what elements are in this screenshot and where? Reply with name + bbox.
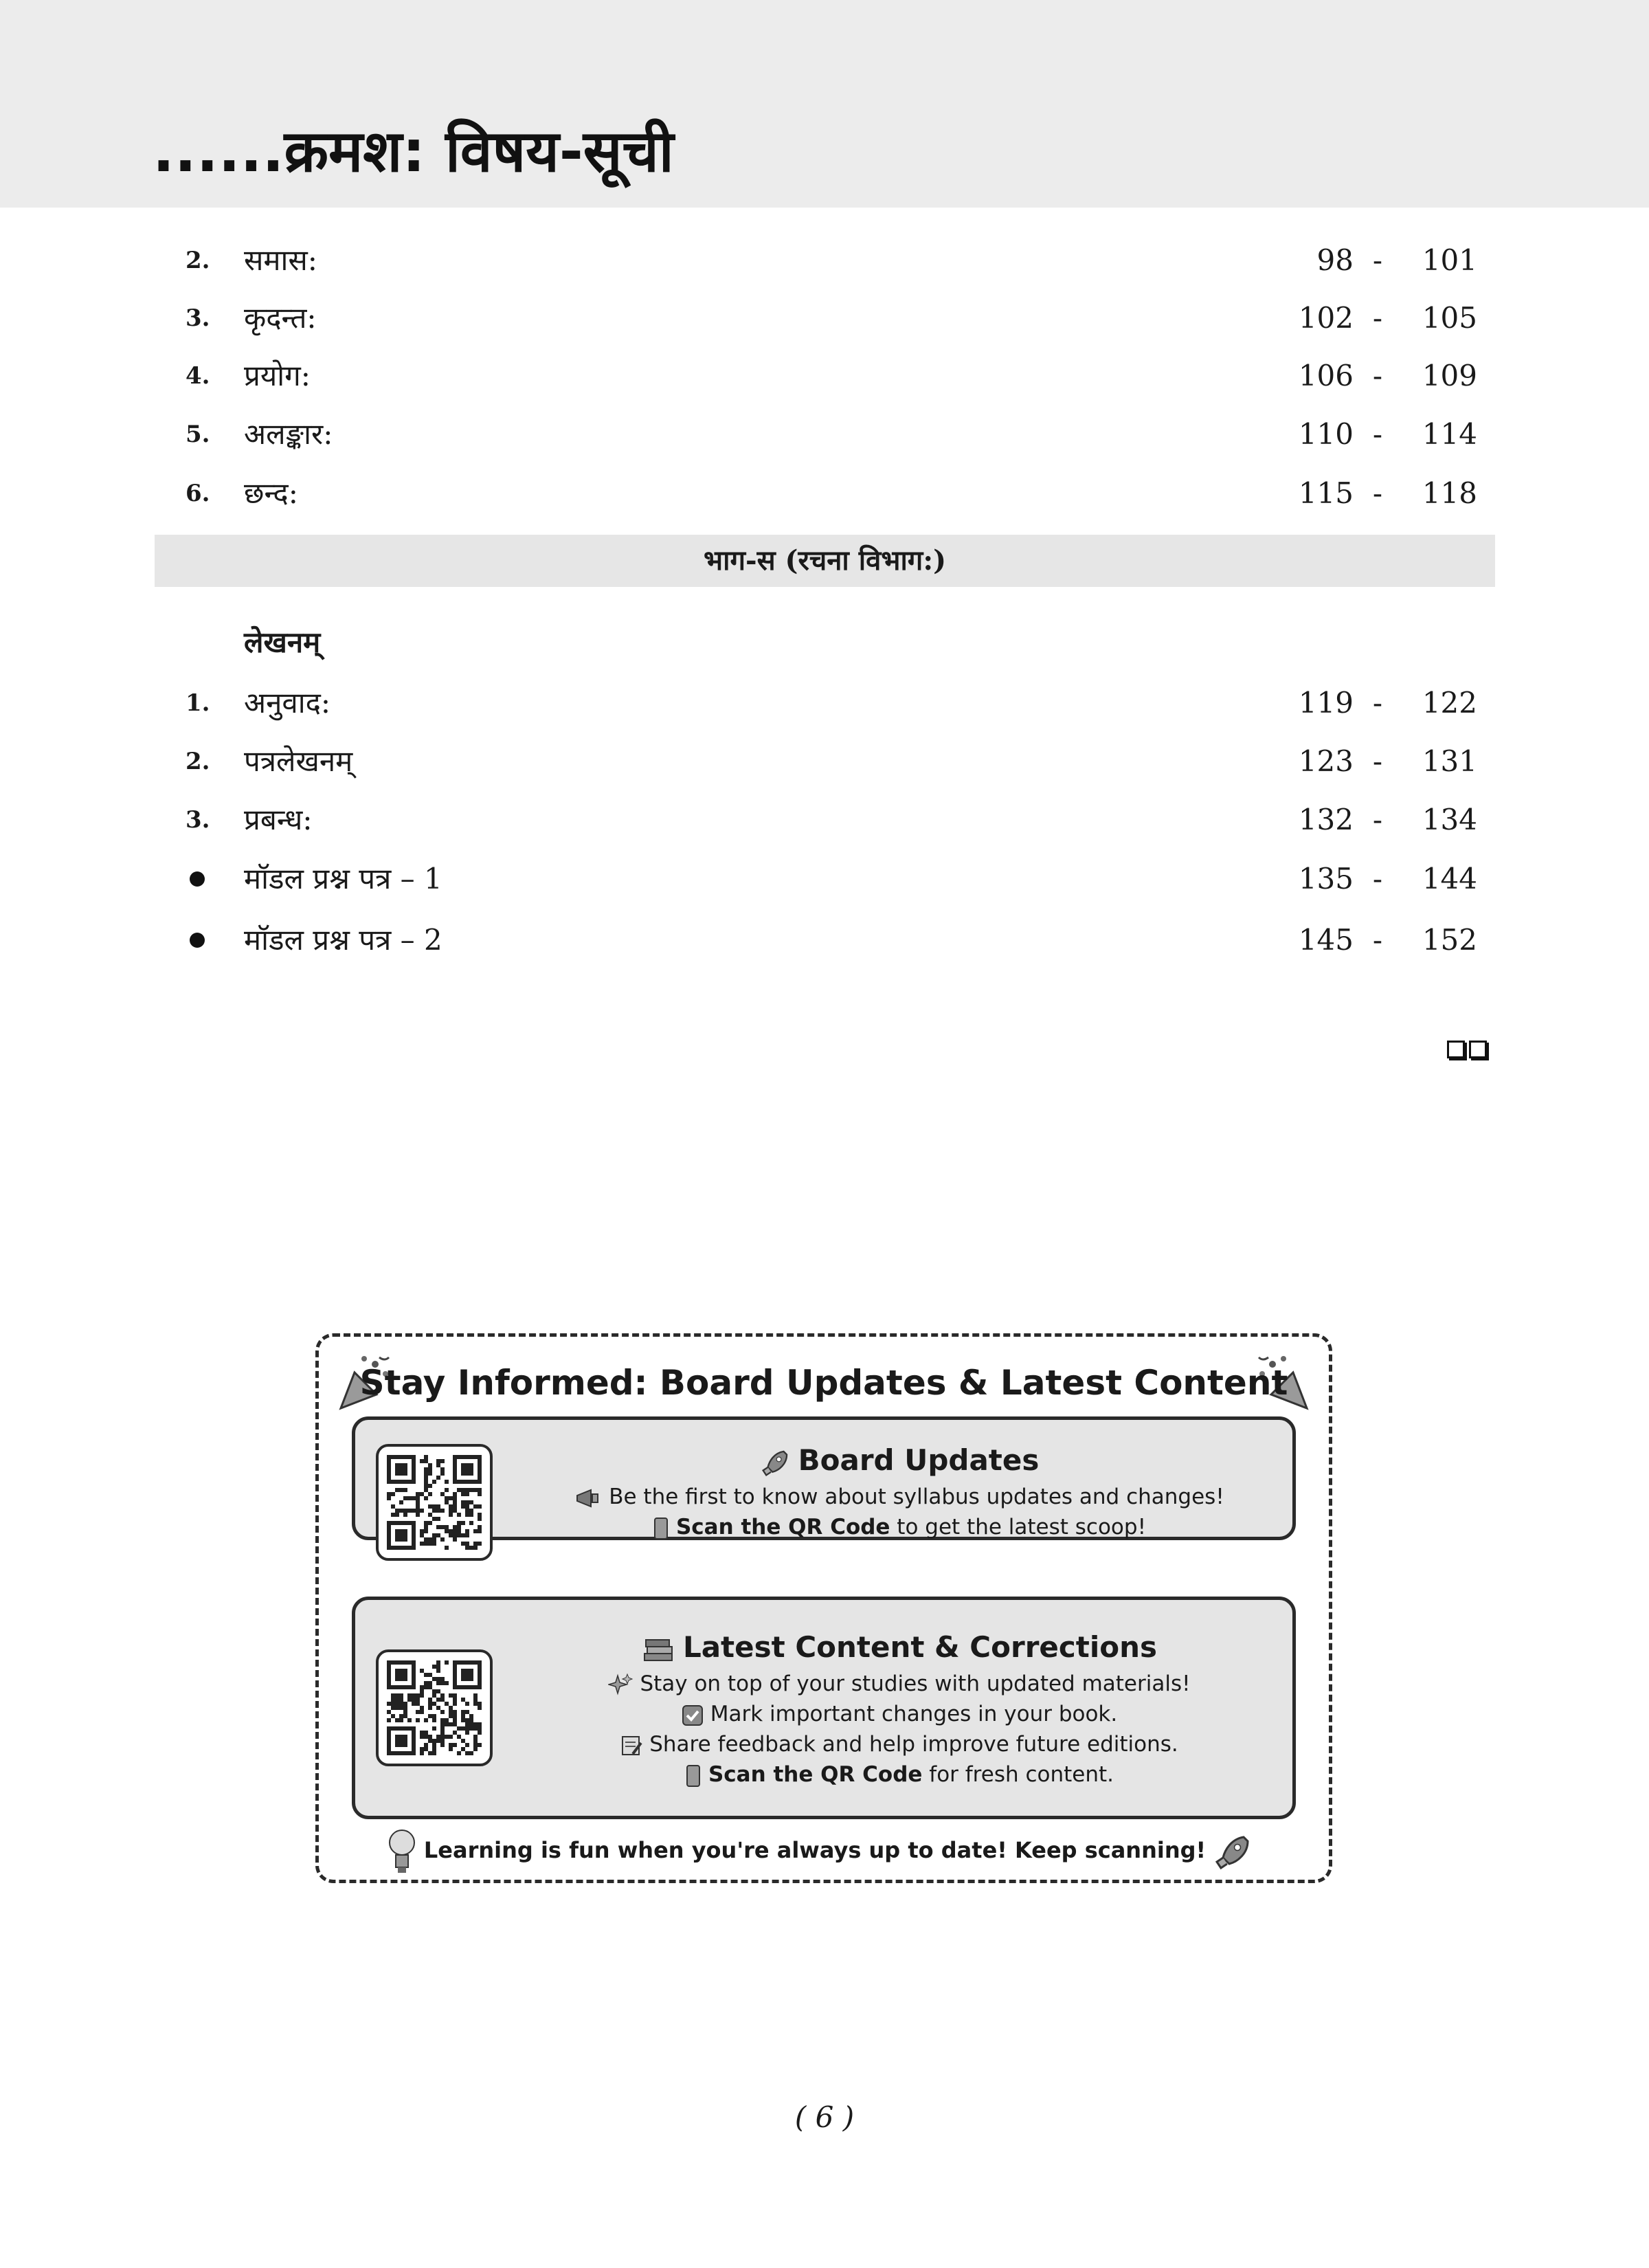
latest-content-line-3: Share feedback and help improve future editions. [520,1729,1279,1759]
bullet-icon [190,871,205,887]
page-from: 119 [1298,686,1354,720]
toc-row [186,796,1477,844]
page-to: 134 [1422,803,1477,836]
phone-icon [653,1517,669,1540]
toc-row [186,916,1477,964]
rocket-icon [760,1447,792,1478]
toc-number: 3. [186,806,210,834]
page-dash: - [1372,476,1383,510]
toc-row [186,294,1477,342]
latest-content-line-4: Scan the QR Code for fresh content. [520,1759,1279,1790]
qr-code-icon[interactable] [376,1444,493,1561]
page-dash: - [1372,744,1383,778]
toc-pages [1250,916,1477,964]
toc-row [186,737,1477,786]
page-from: 110 [1298,417,1354,451]
toc-row [186,410,1477,458]
toc-pages [1250,469,1477,518]
toc-title: कृदन्त: [244,301,317,335]
page-dash: - [1372,417,1383,451]
memo-icon [620,1735,642,1757]
lightbulb-icon [387,1826,417,1877]
page-title: ......क्रमश: विषय-सूची [153,118,674,185]
page-to: 105 [1422,301,1477,335]
checkbox-icon [682,1704,704,1726]
rocket-icon [1213,1829,1254,1874]
page-from: 132 [1298,803,1354,836]
toc-title: मॉडल प्रश्न पत्र – 2 [244,923,442,957]
phone-icon [685,1764,702,1788]
toc-title: समास: [244,243,317,277]
toc-title: प्रबन्ध: [244,803,313,836]
latest-content-line-2: Mark important changes in your book. [520,1699,1279,1729]
toc-number: 3. [186,304,210,332]
toc-title: अनुवाद: [244,686,331,720]
page-dash: - [1372,243,1383,277]
page-from: 135 [1298,862,1354,896]
page-to: 114 [1422,417,1477,451]
toc-number: 1. [186,689,210,717]
toc-pages [1250,679,1477,727]
sparkles-icon [608,1673,633,1698]
qr-code-icon[interactable] [376,1649,493,1766]
toc-title: मॉडल प्रश्न पत्र – 1 [244,862,442,896]
toc-row [186,855,1477,903]
toc-row [186,352,1477,400]
toc-pages [1250,236,1477,285]
board-updates-line-1: Be the first to know about syllabus updates and changes! [520,1482,1279,1512]
page-dash: - [1372,923,1383,957]
page-number: ( 6 ) [794,2100,855,2134]
page-to: 144 [1422,862,1477,896]
end-marks [1447,1041,1487,1058]
toc-pages [1250,352,1477,400]
page-from: 106 [1298,359,1354,392]
toc-number: 2. [186,748,210,775]
latest-content-card [352,1597,1296,1819]
books-icon [642,1634,676,1665]
page-dash: - [1372,301,1383,335]
toc-pages [1250,294,1477,342]
page-to: 152 [1422,923,1477,957]
page-dash: - [1372,686,1383,720]
page-dash: - [1372,803,1383,836]
toc-pages [1250,410,1477,458]
info-box-footer: Learning is fun when you're always up to date! Keep scanning! [319,1826,1329,1877]
toc-row [186,679,1477,727]
page-to: 118 [1422,476,1477,510]
megaphone-icon [574,1487,602,1509]
toc-number: 4. [186,362,210,390]
page-dash: - [1372,359,1383,392]
toc-number: 2. [186,247,210,274]
page-dash: - [1372,862,1383,896]
toc-title: छन्द: [244,476,298,510]
toc-pages [1250,737,1477,786]
page-from: 123 [1298,744,1354,778]
toc-row [186,236,1477,285]
toc-pages [1250,855,1477,903]
toc-title: पत्रलेखनम् [244,744,353,778]
board-updates-heading: Board Updates [520,1439,1279,1482]
page-to: 101 [1422,243,1477,277]
toc-number: 6. [186,480,210,507]
latest-content-line-1: Stay on top of your studies with updated materials! [520,1669,1279,1699]
toc-pages [1250,796,1477,844]
page-from: 102 [1298,301,1354,335]
page-to: 131 [1422,744,1477,778]
section-heading: भाग-स (रचना विभाग:) [155,535,1495,587]
page-to: 109 [1422,359,1477,392]
page-from: 145 [1298,923,1354,957]
bullet-icon [190,933,205,948]
page-from: 115 [1298,476,1354,510]
info-box [315,1333,1332,1883]
board-updates-line-2: Scan the QR Code to get the latest scoop! [520,1512,1279,1542]
toc-title: प्रयोग: [244,359,311,392]
page-from: 98 [1316,243,1354,277]
board-updates-card [352,1416,1296,1540]
toc-title: अलङ्कार: [244,417,333,451]
toc-number: 5. [186,421,210,448]
page-to: 122 [1422,686,1477,720]
info-box-title: Stay Informed: Board Updates & Latest Content [359,1363,1288,1403]
latest-content-heading: Latest Content & Corrections [520,1626,1279,1669]
section-subheading: लेखनम् [244,625,321,659]
toc-row [186,469,1477,518]
